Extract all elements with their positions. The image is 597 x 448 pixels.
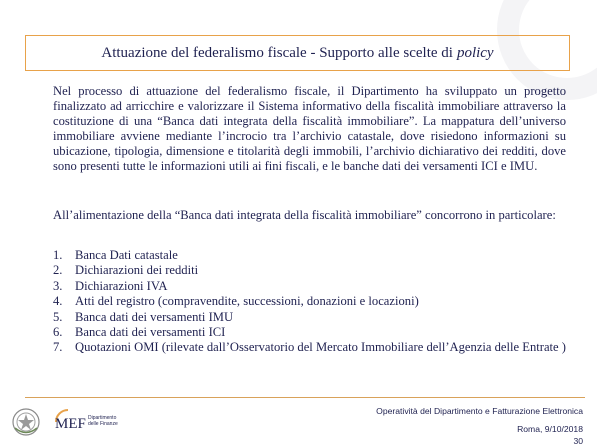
list-item-text: Dichiarazioni dei redditi — [75, 263, 199, 278]
mef-logo-text: MEF — [55, 416, 86, 432]
list-item-number: 5. — [53, 309, 63, 324]
italian-republic-emblem-icon — [10, 406, 42, 438]
footer-info — [376, 405, 583, 447]
list-item-number: 3. — [53, 278, 63, 293]
mef-logo-icon — [52, 406, 120, 438]
list-item-text: Quotazioni OMI (rilevate dall’Osservatorio del Mercato Immobiliare dell’Agenzia delle Entrate ) — [75, 340, 566, 355]
list-item — [53, 279, 566, 294]
footer-date: Roma, 9/10/2018 — [517, 424, 583, 434]
list-lead-text: All’alimentazione della “Banca dati integrata della fiscalità immobiliare” concorrono in particolare: — [53, 208, 556, 222]
mef-logo-sub-1: Dipartimento — [88, 415, 117, 421]
list-item-number: 6. — [53, 325, 63, 340]
footer-subtitle: Operatività del Dipartimento e Fatturazione Elettronica — [376, 406, 583, 416]
list-item-number: 2. — [53, 263, 63, 278]
sources-list — [53, 248, 566, 356]
list-item-text: Banca dati dei versamenti IMU — [75, 309, 234, 324]
slide-title-text: Attuazione del federalismo fiscale - Supporto alle scelte di — [101, 44, 453, 61]
page-number: 30 — [573, 436, 583, 446]
footer-divider — [25, 397, 585, 398]
list-item — [53, 294, 566, 309]
list-item-number: 4. — [53, 294, 63, 309]
list-item — [53, 248, 566, 263]
list-item — [53, 340, 566, 355]
list-item-text: Banca dati dei versamenti ICI — [75, 325, 226, 340]
intro-paragraph: Nel processo di attuazione del federalismo fiscale, il Dipartimento ha sviluppato un progetto finalizzato ad arricchire e valorizzare il Sistema informativo della fiscalità immobiliare attraverso la costituzione di una “Banca dati integrata della fiscalità immobiliare”. La mappatura dell’universo immobiliare avviene mediante l’incrocio tra l’archivio catastale, dove risiedono informazioni su ubicazione, tipologia, dimensione e titolarità degli immobili, l’archivio dichiarativo dei redditi, dove sono presenti tutte le informazioni utili ai fini fiscali, e le banche dati dei versamenti ICI e IMU. — [53, 84, 566, 174]
slide-title — [25, 35, 570, 71]
list-item — [53, 325, 566, 340]
list-item-number: 1. — [53, 248, 63, 262]
list-item — [53, 310, 566, 325]
list-item-number: 7. — [53, 340, 63, 355]
list-item — [53, 263, 566, 278]
slide-title-italic: policy — [456, 44, 494, 61]
list-item-text: Banca Dati catastale — [75, 248, 178, 262]
mef-logo-sub-2: delle Finanze — [88, 421, 118, 427]
list-item-text: Dichiarazioni IVA — [75, 278, 168, 293]
list-item-text: Atti del registro (compravendite, successioni, donazioni e locazioni) — [75, 294, 419, 309]
